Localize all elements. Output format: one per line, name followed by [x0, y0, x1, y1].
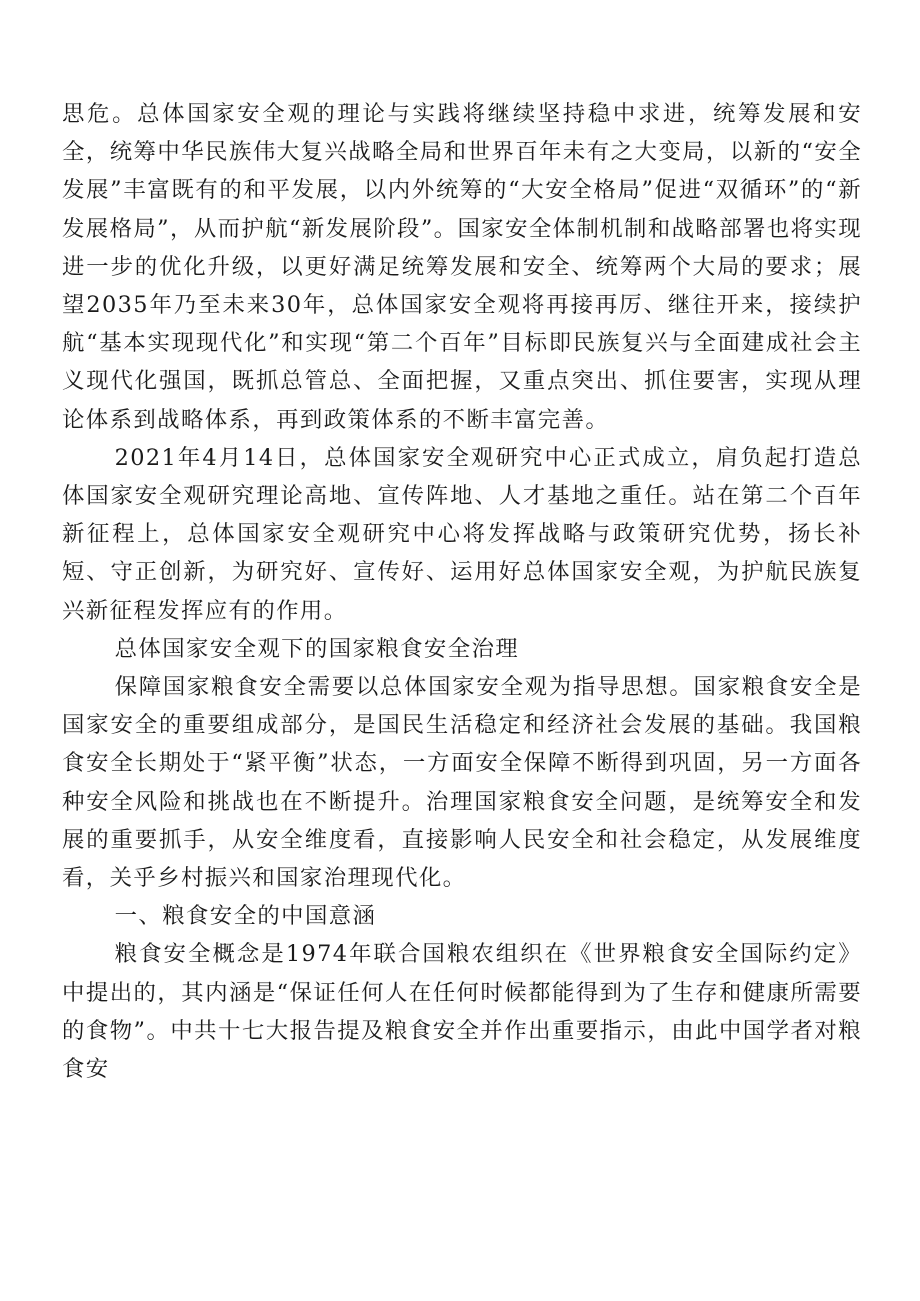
- paragraph-continuation: 思危。总体国家安全观的理论与实践将继续坚持稳中求进，统筹发展和安全，统筹中华民族伟大复兴战略全局和世界百年未有之大变局，以新的“安全发展”丰富既有的和平发展，以内外统筹的“大安全格局”促进“双循环”的“新发展格局”，从而护航“新发展阶段”。国家安全体制机制和战略部署也将实现进一步的优化升级，以更好满足统筹发展和安全、统筹两个大局的要求；展望2035年乃至未来30年，总体国家安全观将再接再厉、继往开来，接续护航“基本实现现代化”和实现“第二个百年”目标即民族复兴与全面建成社会主义现代化强国，既抓总管总、全面把握，又重点突出、抓住要害，实现从理论体系到战略体系，再到政策体系的不断丰富完善。: [62, 101, 862, 433]
- document-body: [62, 95, 862, 1088]
- section-heading-food-security-governance: 总体国家安全观下的国家粮食安全治理: [114, 635, 520, 662]
- paragraph-food-security-concept: 粮食安全概念是1974年联合国粮农组织在《世界粮食安全国际约定》中提出的，其内涵是“保证任何人在任何时候都能得到为了生存和健康所需要的食物”。中共十七大报告提及粮食安全并作出重要指示，由此中国学者对粮食安: [62, 941, 862, 1083]
- paragraph-food-security-guidance: 保障国家粮食安全需要以总体国家安全观为指导思想。国家粮食安全是国家安全的重要组成部分，是国民生活稳定和经济社会发展的基础。我国粮食安全长期处于“紧平衡”状态，一方面安全保障不断得到巩固，另一方面各种安全风险和挑战也在不断提升。治理国家粮食安全问题，是统筹安全和发展的重要抓手，从安全维度看，直接影响人民安全和社会稳定，从发展维度看，关乎乡村振兴和国家治理现代化。: [62, 674, 862, 892]
- section-heading-chinese-connotation: 一、粮食安全的中国意涵: [114, 903, 377, 930]
- paragraph-research-center: 2021年4月14日，总体国家安全观研究中心正式成立，肩负起打造总体国家安全观研究理论高地、宣传阵地、人才基地之重任。站在第二个百年新征程上，总体国家安全观研究中心将发挥战略与政策研究优势，扬长补短、守正创新，为研究好、宣传好、运用好总体国家安全观，为护航民族复兴新征程发挥应有的作用。: [62, 444, 862, 624]
